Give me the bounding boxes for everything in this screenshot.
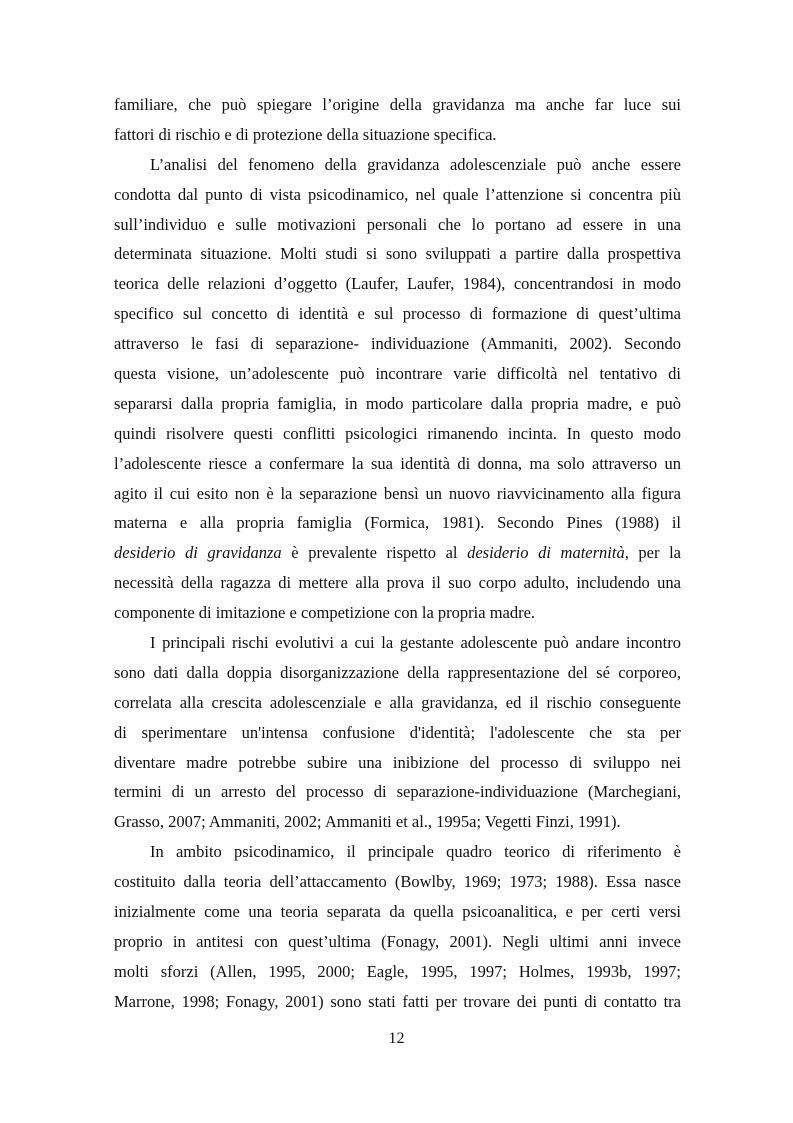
text-line: agito il cui esito non è la separazione bensì un nuovo riavvicinamento alla figura (114, 483, 681, 503)
text-fragment: , per la (624, 543, 681, 563)
text-line: costituito dalla teoria dell’attaccamento (Bowlby, 1969; 1973; 1988). Essa nasce (114, 872, 681, 892)
text-line: sono dati dalla doppia disorganizzazione della rappresentazione del sé corporeo, (114, 662, 681, 682)
text-line: teorica delle relazioni d’oggetto (Laufer, Laufer, 1984), concentrandosi in modo (114, 274, 681, 294)
text-line: Grasso, 2007; Ammaniti, 2002; Ammaniti et al., 1995a; Vegetti Finzi, 1991). (114, 812, 621, 832)
italic-term: desiderio di gravidanza (114, 543, 282, 563)
italic-term: desiderio di maternità (467, 543, 625, 563)
text-line: correlata alla crescita adolescenziale e alla gravidanza, ed il rischio conseguente (114, 692, 681, 712)
text-fragment: è prevalente rispetto al (281, 543, 468, 563)
text-line: condotta dal punto di vista psicodinamico, nel quale l’attenzione si concentra più (114, 184, 681, 204)
text-line: di sperimentare un'intensa confusione d'identità; l'adolescente che sta per (114, 722, 681, 742)
text-line: quindi risolvere questi conflitti psicologici rimanendo incinta. In questo modo (114, 423, 681, 443)
text-line: proprio in antitesi con quest’ultima (Fonagy, 2001). Negli ultimi anni invece (114, 931, 681, 951)
text-line: separarsi dalla propria famiglia, in modo particolare dalla propria madre, e può (114, 393, 681, 413)
text-line: l’adolescente riesce a confermare la sua identità di donna, ma solo attraverso un (114, 453, 681, 473)
text-line: materna e alla propria famiglia (Formica, 1981). Secondo Pines (1988) il (114, 513, 681, 533)
text-line: questa visione, un’adolescente può incontrare varie difficoltà nel tentativo di (114, 364, 681, 384)
text-line: termini di un arresto del processo di separazione-individuazione (Marchegiani, (114, 782, 681, 802)
document-body (114, 90, 681, 1017)
text-line: necessità della ragazza di mettere alla prova il suo corpo adulto, includendo una (114, 573, 681, 593)
text-line: fattori di rischio e di protezione della situazione specifica. (114, 124, 497, 144)
text-line: sull’individuo e sulle motivazioni personali che lo portano ad essere in una (114, 214, 681, 234)
text-line: componente di imitazione e competizione con la propria madre. (114, 603, 536, 623)
text-line: I principali rischi evolutivi a cui la gestante adolescente può andare incontro (150, 633, 681, 653)
text-line: determinata situazione. Molti studi si sono sviluppati a partire dalla prospettiva (114, 244, 681, 264)
page-number: 12 (388, 1030, 405, 1047)
text-line: inizialmente come una teoria separata da quella psicoanalitica, e per certi versi (114, 902, 681, 922)
text-line: specifico sul concetto di identità e sul processo di formazione di quest’ultima (114, 304, 681, 324)
text-line: molti sforzi (Allen, 1995, 2000; Eagle, 1995, 1997; Holmes, 1993b, 1997; (114, 961, 681, 981)
text-line: Marrone, 1998; Fonagy, 2001) sono stati fatti per trovare dei punti di contatto tra (114, 991, 681, 1011)
text-line: attraverso le fasi di separazione- individuazione (Ammaniti, 2002). Secondo (114, 334, 681, 354)
text-line: diventare madre potrebbe subire una inibizione del processo di sviluppo nei (114, 752, 681, 772)
text-line: In ambito psicodinamico, il principale quadro teorico di riferimento è (150, 842, 681, 862)
text-line: familiare, che può spiegare l’origine della gravidanza ma anche far luce sui (114, 95, 681, 114)
text-line: L’analisi del fenomeno della gravidanza adolescenziale può anche essere (150, 154, 681, 174)
text-line-with-italics (114, 538, 681, 568)
